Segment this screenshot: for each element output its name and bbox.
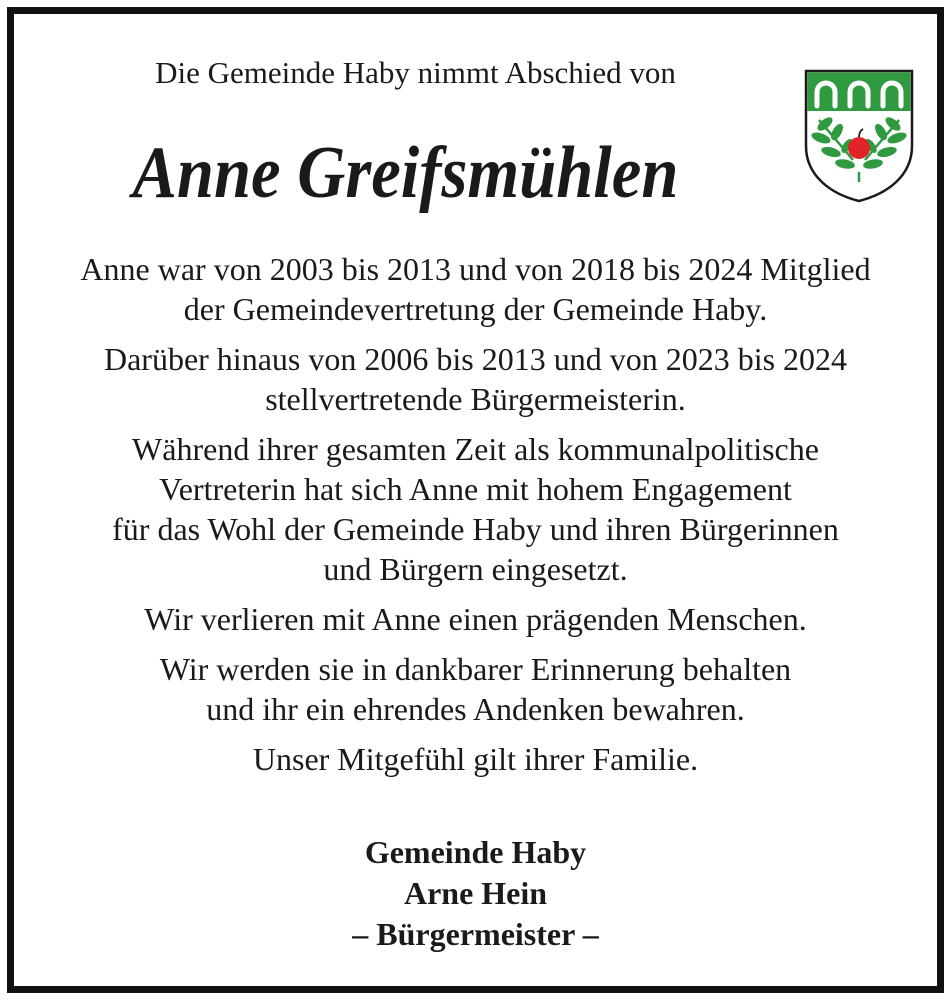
intro-line: Die Gemeinde Haby nimmt Abschied von — [155, 55, 676, 90]
paragraph-membership — [0, 249, 951, 329]
text-line: Darüber hinaus von 2006 bis 2013 und von 2023 bis 2024 — [103, 341, 848, 377]
text-line: Wir verlieren mit Anne einen prägenden Menschen. — [144, 601, 807, 637]
signature-org: Gemeinde Haby — [364, 834, 587, 870]
signature-block — [0, 832, 951, 955]
paragraph-remembrance — [0, 649, 951, 729]
paragraph-engagement — [0, 429, 951, 589]
signature-role: – Bürgermeister – — [352, 916, 599, 952]
text-line: Unser Mitgefühl gilt ihrer Familie. — [252, 741, 699, 777]
signature-person: Arne Hein — [403, 875, 548, 911]
notice-body — [0, 249, 951, 789]
text-line: stellvertretende Bürgermeisterin. — [265, 381, 686, 417]
paragraph-loss — [0, 599, 951, 639]
paragraph-deputy-mayor — [0, 339, 951, 419]
deceased-name: Anne Greifsmühlen — [132, 132, 679, 214]
text-line: für das Wohl der Gemeinde Haby und ihren Bürgerinnen — [112, 511, 839, 547]
haby-coat-of-arms-icon — [803, 68, 915, 204]
text-line: Anne war von 2003 bis 2013 und von 2018 bis 2024 Mitglied — [80, 251, 871, 287]
text-line: Während ihrer gesamten Zeit als kommunalpolitische — [132, 431, 819, 467]
text-line: und Bürgern eingesetzt. — [323, 551, 628, 587]
text-line: Wir werden sie in dankbarer Erinnerung behalten — [159, 651, 792, 687]
text-line: Vertreterin hat sich Anne mit hohem Engagement — [159, 471, 792, 507]
text-line: und ihr ein ehrendes Andenken bewahren. — [206, 691, 745, 727]
paragraph-condolence — [0, 739, 951, 779]
text-line: der Gemeindevertretung der Gemeinde Haby. — [183, 291, 768, 327]
